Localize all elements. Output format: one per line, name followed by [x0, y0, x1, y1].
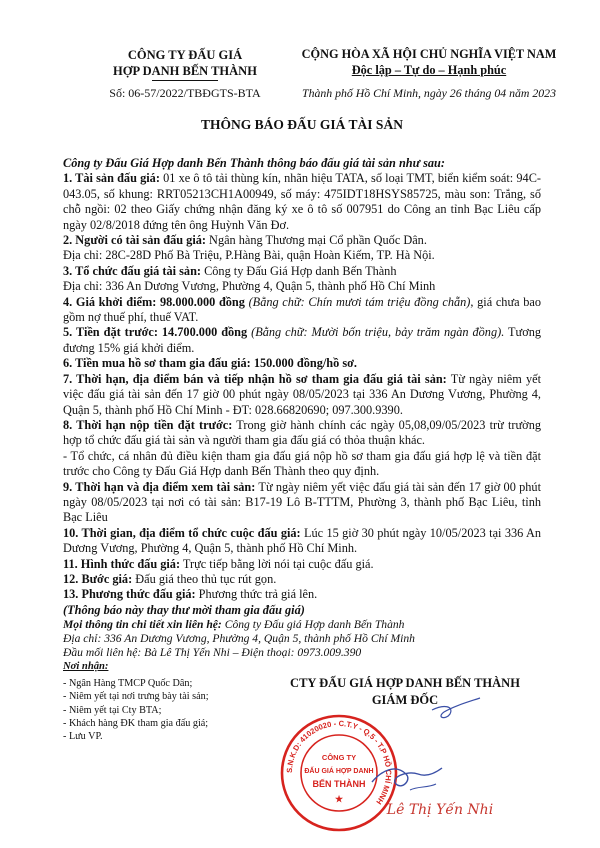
- item-2: [63, 233, 541, 248]
- item-13-label: 13. Phương thức đấu giá:: [63, 587, 196, 602]
- signature-role: GIÁM ĐỐC: [371, 693, 439, 707]
- intro-text: Công ty Đấu Giá Hợp danh Bến Thành thông báo đấu giá tài sản như sau:: [63, 156, 445, 170]
- item-12-text: Đấu giá theo thủ tục rút gọn.: [132, 571, 277, 586]
- footer-note: (Thông báo này thay thư mời tham gia đấu giá): [63, 602, 305, 617]
- item-5: [63, 325, 541, 356]
- item-10: [63, 526, 541, 557]
- item-7-label: 7. Thời hạn, địa điểm bán và tiếp nhận hồ sơ tham gia đấu giá tài sản:: [63, 371, 447, 386]
- recipient-item: - Niêm yết tại nơi trưng bày tài sản;: [63, 691, 209, 703]
- item-11: [63, 557, 541, 572]
- item-5-text: Tương đương 15% giá khởi điểm.: [63, 325, 541, 355]
- contact-org: Công ty Đấu giá Hợp danh Bến Thành: [221, 618, 405, 632]
- item-11-text: Trực tiếp bằng lời nói tại cuộc đấu giá.: [180, 556, 374, 571]
- item-13-text: Phương thức trả giá lên.: [195, 587, 318, 602]
- item-2-label: 2. Người có tài sản đấu giá:: [63, 233, 206, 248]
- item-5-label: 5. Tiền đặt trước: 14.700.000 đồng: [63, 325, 248, 340]
- item-7-text: Từ ngày niêm yết việc đấu giá tài sản đến 17 giờ 00 phút ngày 08/05/2023 tại 336 An Dương Vương, Phường 4, Quận 5, thành phố Hồ Chí Minh - ĐT: 028.66820690; 097.300.9390.: [63, 371, 541, 417]
- recipient-item: - Lưu VP.: [63, 731, 103, 743]
- stamp-center-line3: BẾN THÀNH: [312, 779, 366, 789]
- item-8: [63, 418, 541, 449]
- item-1-label: 1. Tài sản đấu giá:: [63, 171, 160, 186]
- company-name-line1: CÔNG TY ĐẤU GIÁ: [127, 48, 243, 62]
- document-body: [63, 156, 541, 660]
- stamp-center-line1: CÔNG TY: [321, 753, 357, 762]
- item-3-label: 3. Tổ chức đấu giá tài sản:: [63, 263, 201, 278]
- recipient-item: - Niêm yết tại Cty BTA;: [63, 704, 162, 716]
- stamp-center-line2: ĐẤU GIÁ HỢP DANH: [304, 768, 374, 775]
- item-12-label: 12. Bước giá:: [63, 571, 133, 586]
- item-10-label: 10. Thời gian, địa điểm tổ chức cuộc đấu giá:: [63, 525, 301, 540]
- contact-label: Mọi thông tin chi tiết xin liên hệ:: [63, 618, 222, 632]
- item-8-label: 8. Thời hạn nộp tiền đặt trước:: [63, 417, 233, 432]
- item-13: [63, 587, 541, 602]
- company-name: [90, 47, 280, 79]
- item-8-note: - Tổ chức, cá nhân đủ điều kiện tham gia đấu giá nộp hồ sơ tham gia đấu giá hợp lệ và tiền đặt trước cho Công ty Đấu Giá Hợp danh Bến Thành theo quy định.: [63, 448, 541, 479]
- item-7: [63, 372, 541, 418]
- signature-org: CTY ĐẤU GIÁ HỢP DANH BẾN THÀNH: [290, 676, 520, 690]
- item-9-label: 9. Thời hạn và địa điểm xem tài sản:: [63, 479, 256, 494]
- nation-motto: Độc lập – Tự do – Hạnh phúc: [351, 63, 507, 77]
- item-2-address: Địa chỉ: 28C-28D Phố Bà Triệu, P.Hàng Bài, quận Hoàn Kiếm, TP. Hà Nội.: [63, 248, 435, 263]
- item-9: [63, 480, 541, 526]
- handwritten-signature: [350, 690, 510, 810]
- nation-title: CỘNG HÒA XÃ HỘI CHỦ NGHĨA VIỆT NAM: [301, 47, 557, 61]
- item-8-text: Trong giờ hành chính các ngày 05,08,09/05/2023 trừ trường hợp tổ chức đấu giá tài sản và người tham gia đấu giá có thỏa thuận khác.: [63, 417, 541, 448]
- item-4-label: 4. Giá khởi điểm: 98.000.000 đồng: [63, 294, 245, 309]
- contact-line-1: [63, 618, 541, 632]
- company-underline: [152, 80, 218, 81]
- contact-line-2: Địa chỉ: 336 An Dương Vương, Phường 4, Quận 5, thành phố Hồ Chí Minh: [63, 632, 415, 646]
- item-12: [63, 572, 541, 587]
- company-name-line2: HỢP DANH BẾN THÀNH: [113, 64, 257, 78]
- signer-name: Lê Thị Yến Nhi: [386, 802, 494, 818]
- place-date: Thành phố Hồ Chí Minh, ngày 26 tháng 04 năm 2023: [302, 86, 556, 100]
- recipient-item: - Ngân Hàng TMCP Quốc Dân;: [63, 678, 193, 690]
- recipient-item: - Khách hàng ĐK tham gia đấu giá;: [63, 717, 209, 729]
- item-10-text: Lúc 15 giờ 30 phút ngày 10/05/2023 tại 336 An Dương Vương, Phường 4, Quận 5, thành phố Hồ Chí Minh.: [63, 525, 541, 556]
- document-number: Số: 06-57/2022/TBĐGTS-BTA: [109, 86, 261, 100]
- stamp-ring-text: S.N.K.D: 41020020 - C.T.Y - Q.5 - T.P HỒ CHÍ MINH: [284, 718, 394, 807]
- item-4-text: , giá chưa bao gồm nợ thuế phí, thuế VAT.: [63, 294, 541, 325]
- document-title: THÔNG BÁO ĐẤU GIÁ TÀI SẢN: [201, 117, 403, 132]
- item-3: [63, 264, 541, 279]
- stamp-star-icon: ★: [334, 794, 344, 804]
- item-5-words: (Bằng chữ: Mười bốn triệu, bảy trăm ngàn đồng).: [247, 325, 505, 340]
- item-1-text: 01 xe ô tô tải thùng kín, nhãn hiệu TATA, số loại TMT, biển kiểm soát: 94C-043.05, số khung: RRT05213CH1A00949, số máy: 475IDT18HSYS85725, màu son: Trắng, số chỗ ngồi: 02 theo Giấy chứng nhận đăng ký xe ô tô số 007951 do Công an tỉnh Bạc Liêu cấp ngày 02/8/2018 đứng tên ông Huỳnh Văn Đơ.: [63, 171, 541, 232]
- item-3-address: Địa chỉ: 336 An Dương Vương, Phường 4, Quận 5, thành phố Hồ Chí Minh: [63, 279, 436, 294]
- item-11-label: 11. Hình thức đấu giá:: [63, 556, 181, 571]
- contact-line-3: Đầu mối liên hệ: Bà Lê Thị Yến Nhi – Điện thoại: 0973.009.390: [63, 646, 362, 660]
- recipients-heading: Nơi nhận:: [63, 661, 109, 672]
- item-9-text: Từ ngày niêm yết việc đấu giá tài sản đến 17 giờ 00 phút ngày 08/05/2023 tại nơi có tài sản: B17-19 Lô B-TTTM, Phường 3, thành phố Bạc Liêu, tỉnh Bạc Liêu: [63, 479, 541, 525]
- item-6: 6. Tiền mua hồ sơ tham gia đấu giá: 150.000 đồng/hồ sơ.: [63, 356, 358, 371]
- item-2-text: Ngân hàng Thương mại Cổ phần Quốc Dân.: [205, 233, 427, 248]
- item-4: [63, 295, 541, 326]
- item-3-text: Công ty Đấu Giá Hợp danh Bến Thành: [201, 263, 397, 278]
- item-4-words: (Bằng chữ: Chín mươi tám triệu đồng chẵn): [244, 294, 471, 309]
- item-1: [63, 171, 541, 233]
